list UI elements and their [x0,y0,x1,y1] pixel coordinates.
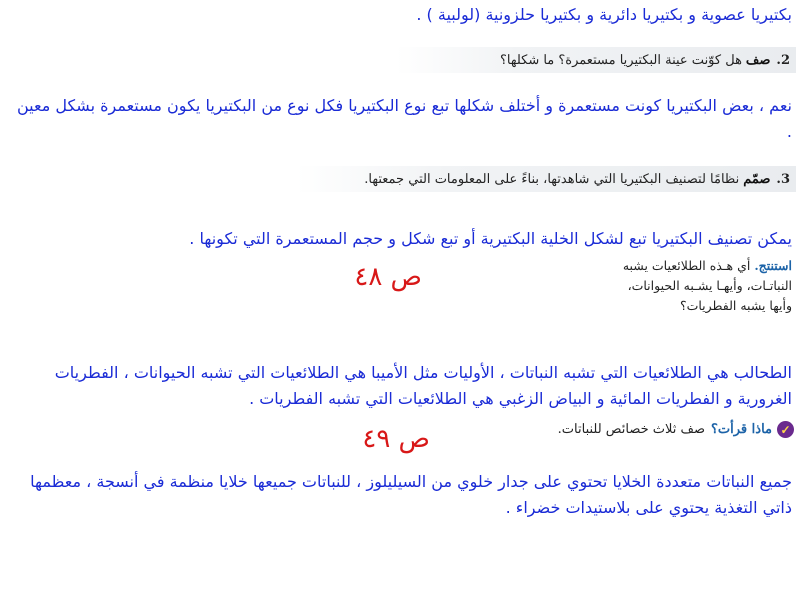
question-2-verb: صف [745,52,771,68]
question-3-text: نظامًا لتصنيف البكتيريا التي شاهدتها، بناءً على المعلومات التي جمعتها. [364,171,740,187]
question-3-bar [296,166,796,192]
infer-question [592,256,792,316]
answer-colony: نعم ، بعض البكتيريا كونت مستعمرة و أختلف شكلها تبع نوع البكتيريا فكل نوع من البكتيريا يكون مستعمرة بشكل معين . [16,96,792,141]
answer-plant-traits: جميع النباتات متعددة الخلايا تحتوي على جدار خلوي من السيليلوز ، للنباتات جميعها خلايا منظمة في أنسجة ، معظمها ذاتي التغذية يحتوي على بلاستيدات خضراء . [30,472,792,517]
question-2-bar [396,47,796,73]
question-2-number: 2. [776,52,790,68]
page-label-48: ص ٤٨ [354,262,422,292]
question-3-number: 3. [776,171,790,187]
reading-check-keyword: ماذا قرأت؟ [711,422,772,437]
infer-line-1: أي هـذه الطلائعيات يشبه [622,258,751,273]
answer-protists: الطحالب هي الطلائعيات التي تشبه النباتات ، الأوليات مثل الأميبا هي الطلائعيات التي تشبه الحيوانات ، الفطريات الغرورية و الفطريات المائية و البياض الزغبي هي الطلائعيات التي تشبه الفطريات . [54,363,792,408]
answer-bacteria-shapes: بكتيريا عصوية و بكتيريا دائرية و بكتيريا حلزونية (لولبية ) . [416,5,792,24]
infer-line-3: وأيها يشبه الفطريات؟ [679,298,792,313]
infer-keyword: استنتج. [754,258,792,273]
question-2-text: هل كوّنت عينة البكتيريا مستعمرة؟ ما شكلها؟ [499,52,742,68]
question-3-verb: صمّم [743,171,771,187]
reading-check-question [558,421,794,438]
check-badge-icon: ✓ [777,421,794,438]
answer-classification: يمكن تصنيف البكتيريا تبع لشكل الخلية البكتيرية أو تبع شكل و حجم المستعمرة التي تكونها . [189,229,792,248]
reading-check-text: صف ثلاث خصائص للنباتات. [557,422,705,437]
page-label-49: ص ٤٩ [362,424,430,454]
infer-line-2: النباتـات، وأيهـا يشـبه الحيوانات، [627,278,792,293]
